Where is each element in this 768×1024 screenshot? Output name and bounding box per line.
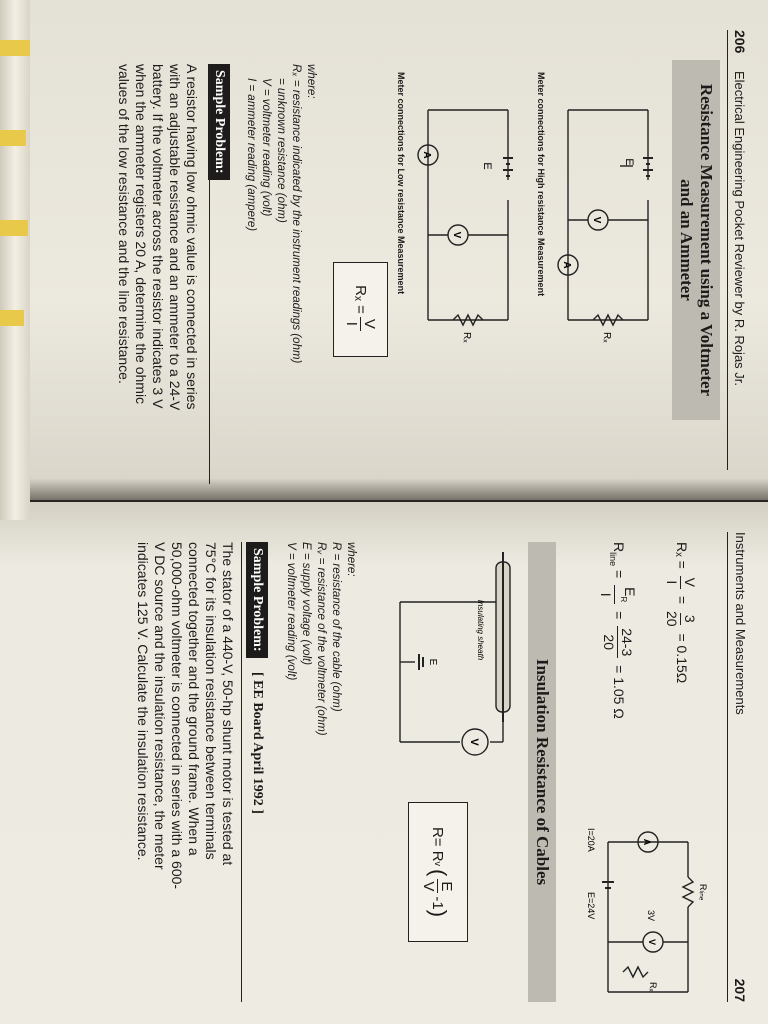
eq2-eqsign: = [610,611,627,620]
eq1-n2: 3 [682,614,698,623]
right-page [0,502,768,1024]
paren-close: ) [426,909,451,918]
sample-problem-text-left [115,64,200,484]
right-header [733,532,748,1002]
eq2-d1: I [598,592,615,597]
eq2-sub: line [608,552,619,567]
eq1-frac1 [663,576,698,589]
text-line: 50,000-ohm voltmeter is connected in series with a 600- [169,542,185,890]
supply-label: E=24V [586,892,596,920]
ins-formula-num: E [438,881,456,892]
where-line: V = voltmeter reading (volt) [260,78,272,217]
index-tab [0,130,26,146]
board-reference: [ EE Board April 1992 ] [250,672,265,814]
caption-low: Meter connections for Low resistance Measurement [396,72,406,295]
where-line: = unknown resistance (ohm) [275,78,287,223]
equation-rline [597,542,638,719]
text-line: V DC source and the insulation resistance, the meter [152,542,168,870]
eq1-eqsign: = [673,595,690,605]
sample-rule-right [241,542,242,1002]
eq2-lhs: R [610,542,627,553]
right-header-title: Instruments and Measurements [733,532,748,715]
equation-rx [663,542,698,683]
eq1-d2: 20 [664,610,680,627]
circuit-cable-insulation [380,542,520,782]
paren-open: ( [426,869,451,877]
eq2-frac1 [597,585,638,604]
page-edges-left [0,0,30,520]
ammeter-label-low: A [421,151,432,159]
eq2-frac2 [600,626,635,658]
ammeter-label-right: A [642,838,652,846]
eq1-lhs: Rₓ = [673,542,690,569]
where-line: Rₓ = resistance indicated by the instrument readings (ohm) [290,64,302,364]
voltmeter-label-low: V [451,231,462,239]
sample-problem-text-right [134,542,236,1012]
index-tab [0,220,28,236]
where-title: where: [305,64,317,99]
insulating-sheath-label: Insulating sheath [476,599,485,661]
eq1-result: = 0.15Ω [673,633,690,684]
section-title-resistance [672,60,720,420]
left-header-title: Electrical Engineering Pocket Reviewer by R. Rojas Jr. [732,70,747,387]
section-title-insulation: Insulation Resistance of Cables [528,542,556,1002]
formula-den: I [343,321,360,326]
current-label: I=20A [586,828,596,852]
where-title-right: where: [345,542,357,577]
text-line: indicates 125 V. Calculate the insulation resistance. [135,542,151,861]
label-e-low: E [481,162,493,170]
left-page-number: 206 [732,30,748,54]
ins-formula-lhs: R= R [429,826,447,862]
ins-formula-fraction [421,879,456,893]
where-line: E = supply voltage (volt) [300,542,312,666]
section-title-line-2: and an Ammeter [677,179,696,301]
eq1-frac2 [663,611,698,627]
header-rule [727,30,728,470]
text-line: with an adjustable resistance and an ammeter to a 24-V [167,64,183,411]
formula-box-rx [333,262,388,357]
formula-lhs: Rₓ = [352,285,369,314]
text-line: when the ammeter registers 20 A, determine the ohmic [133,64,149,405]
rx-label-right: Rₓ [648,982,658,992]
left-page [0,0,768,500]
circuit-sample-solution [578,822,718,1012]
text-line: connected together and the ground frame. When a [186,542,202,856]
caption-high: Meter connections for High resistance Measurement [536,72,546,297]
sample-rule-left [209,64,210,484]
rline-label: Rₗᵢₙₑ [698,883,708,901]
eq2-n2: 24-3 [619,628,636,657]
rx-label-low: Rₓ [461,332,472,343]
text-line: battery. If the voltmeter across the resistor indicates 3 V [150,64,166,409]
section-title-line-1: Resistance Measurement using a Voltmeter [697,83,716,397]
eq1-n1: V [682,577,698,588]
formula-box-insulation [408,802,468,942]
text-line: A resistor having low ohmic value is connected in series [184,64,200,410]
where-line: Rᵥ = resistance of the voltmeter (ohm) [315,542,327,736]
index-tab [0,310,24,326]
ins-formula-tail: -1 [429,896,447,910]
index-tab [0,40,30,56]
eq2-result: = 1.05 Ω [610,665,627,719]
voltmeter-label: V [591,216,602,224]
left-header [732,30,748,386]
eq2-n1-sub: R [619,596,629,603]
eq2-n1 [614,585,638,604]
eq2-n1-text: E [622,587,638,597]
eq2-d2: 20 [601,634,618,650]
sample-problem-label-left: Sample Problem: [208,64,230,180]
rx-label: Rₓ [601,332,612,343]
supply-e-label: E [427,658,438,666]
voltmeter-label-cable: V [468,738,480,746]
where-block-left [243,64,318,484]
header-rule-right [727,532,728,1002]
where-line: R = resistance of the cable (ohm) [330,542,342,712]
where-line: I = ammeter reading (ampere) [245,78,257,232]
eq1-d1: I [664,580,680,585]
text-line: 75°C for its insulation resistance between terminals [203,542,219,860]
voltmeter-label-right: V [647,938,657,946]
ins-formula-sub: v [433,861,443,867]
ins-formula-den: V [420,881,438,892]
where-block-right [283,542,358,1002]
where-line: V = voltmeter reading (volt) [285,542,297,681]
circuit-high-resistance [548,70,668,450]
eq2-mid: = [610,570,627,579]
formula-fraction [343,317,378,331]
sample-problem-label-right: Sample Problem: [246,542,268,658]
formula-num: V [361,318,378,329]
voltage-reading-label: 3V [646,910,656,922]
ammeter-label: A [561,261,572,269]
text-line: values of the low resistance and the line resistance. [116,64,132,384]
circuit-low-resistance [408,70,528,450]
text-line: The stator of a 440-V, 50-hp shunt motor is tested at [220,542,236,866]
label-e: E [623,158,635,166]
right-page-number: 207 [732,978,748,1002]
